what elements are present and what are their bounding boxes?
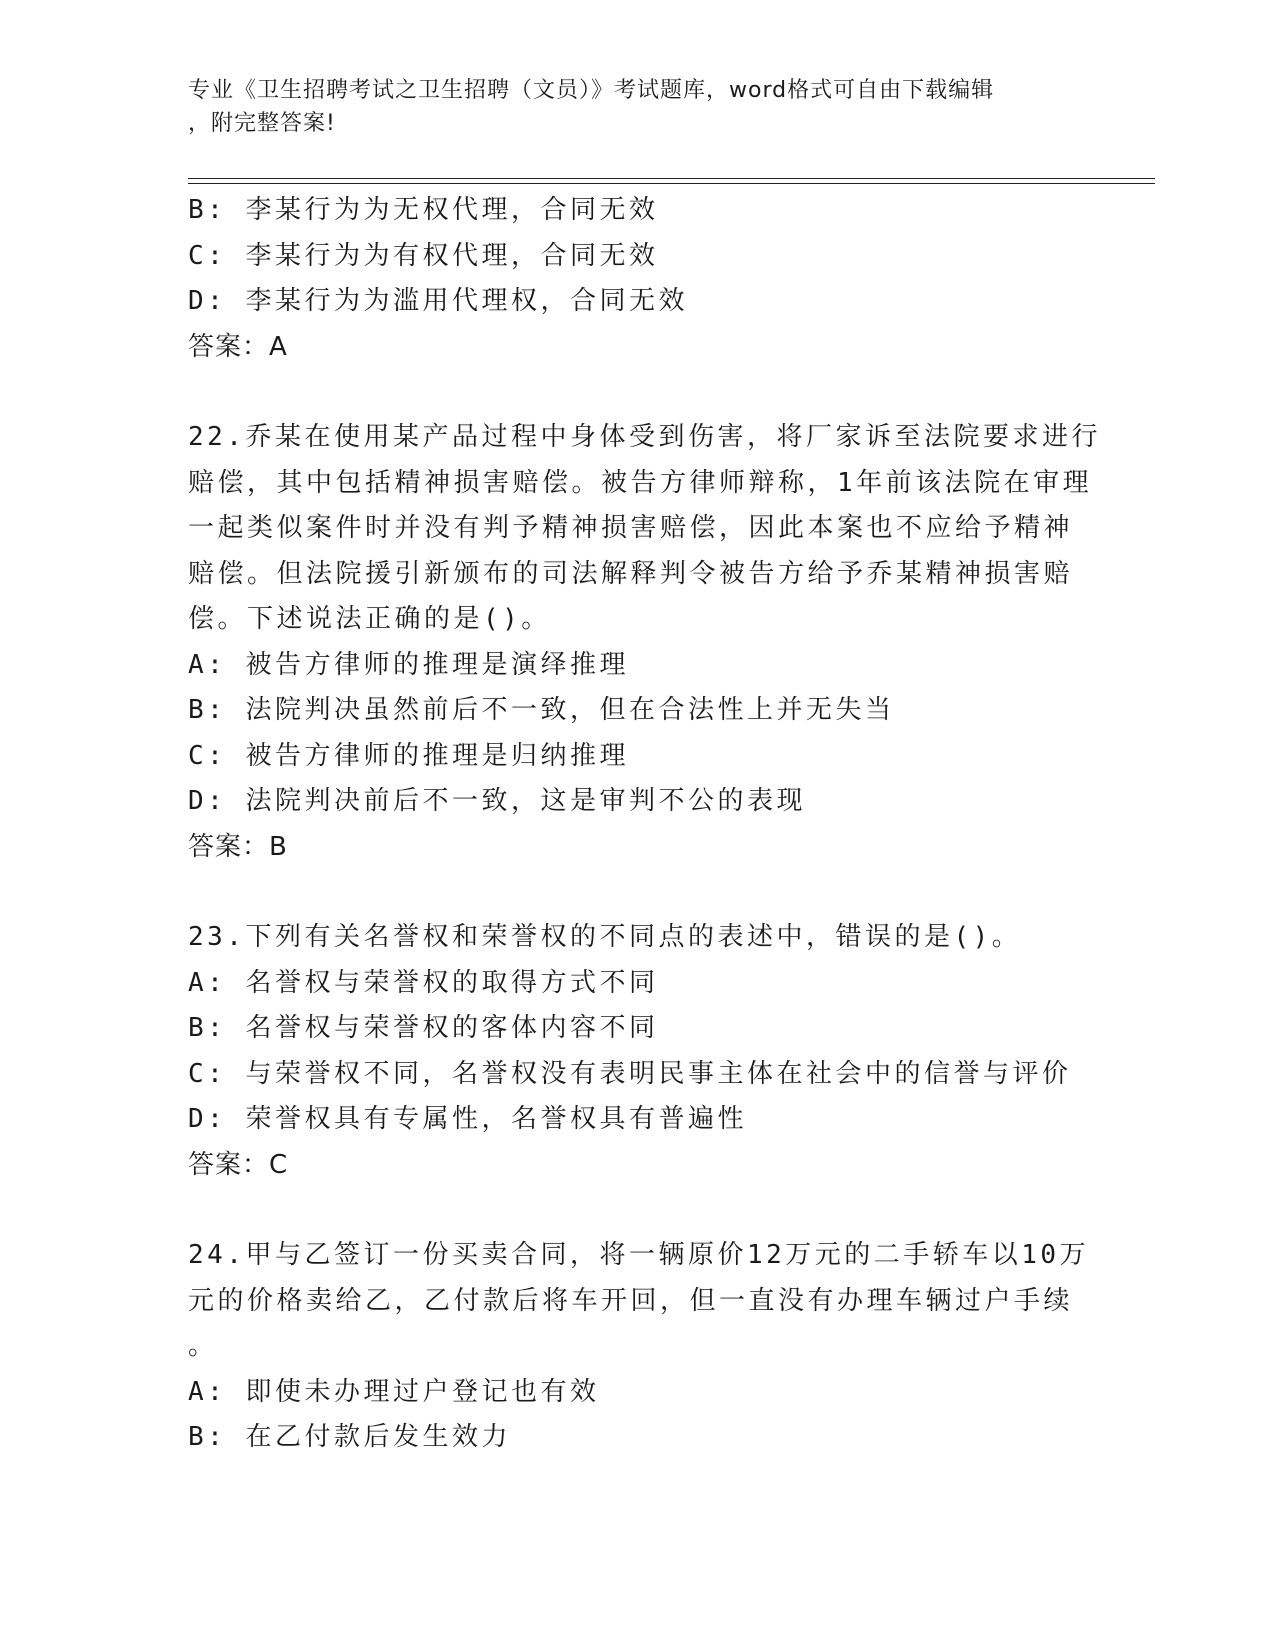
option-c: C: 李某行为为有权代理，合同无效 — [188, 240, 659, 271]
option-c: C: 与荣誉权不同，名誉权没有表明民事主体在社会中的信誉与评价 — [188, 1058, 1072, 1089]
question-text-line: 偿。下述说法正确的是()。 — [188, 604, 551, 634]
spacer — [188, 370, 1088, 415]
question-23 — [188, 915, 1088, 1188]
document-header — [188, 74, 1088, 140]
option-b: B: 在乙付款后发生效力 — [188, 1422, 511, 1452]
header-rule-bottom — [188, 183, 1155, 184]
question-text-line: 一起类似案件时并没有判予精神损害赔偿，因此本案也不应给予精神 — [188, 513, 1074, 543]
option-d: D: 法院判决前后不一致，这是审判不公的表现 — [188, 786, 806, 816]
header-line-2: ，附完整答案! — [188, 111, 336, 136]
spacer — [188, 1188, 1088, 1233]
question-text-line: 赔偿。但法院援引新颁布的司法解释判令被告方给予乔某精神损害赔 — [188, 558, 1074, 589]
question-24 — [188, 1233, 1088, 1461]
question-text-line: 赔偿，其中包括精神损害赔偿。被告方律师辩称，1年前该法院在审理 — [188, 467, 1093, 498]
question-text-line: 22.乔某在使用某产品过程中身体受到伤害，将厂家诉至法院要求进行 — [188, 422, 1101, 452]
header-line-1: 专业《卫生招聘考试之卫生招聘（文员）》考试题库，word格式可自由下载编辑 — [188, 78, 995, 103]
question-text-line: 23.下列有关名誉权和荣誉权的不同点的表述中，错误的是()。 — [188, 922, 1022, 952]
option-a: A: 被告方律师的推理是演绎推理 — [188, 649, 629, 680]
option-b: B: 李某行为为无权代理，合同无效 — [188, 195, 659, 225]
option-a: A: 即使未办理过户登记也有效 — [188, 1376, 600, 1407]
question-list — [188, 188, 1101, 1461]
prev-question — [188, 188, 1088, 370]
header-rule-top — [188, 178, 1155, 179]
answer: 答案：B — [188, 831, 288, 862]
question-text-line: 。 — [188, 1331, 218, 1361]
question-text-line: 24.甲与乙签订一份买卖合同，将一辆原价12万元的二手轿车以10万 — [188, 1240, 1090, 1270]
option-b: B: 名誉权与荣誉权的客体内容不同 — [188, 1013, 659, 1043]
question-22 — [188, 415, 1101, 870]
option-d: D: 李某行为为滥用代理权，合同无效 — [188, 286, 688, 316]
option-c: C: 被告方律师的推理是归纳推理 — [188, 740, 629, 771]
option-b: B: 法院判决虽然前后不一致，但在合法性上并无失当 — [188, 695, 895, 725]
option-d: D: 荣誉权具有专属性，名誉权具有普遍性 — [188, 1104, 747, 1134]
option-a: A: 名誉权与荣誉权的取得方式不同 — [188, 967, 659, 998]
question-text-line: 元的价格卖给乙，乙付款后将车开回，但一直没有办理车辆过户手续 — [188, 1285, 1074, 1316]
answer: 答案：A — [188, 331, 288, 362]
spacer — [188, 870, 1088, 915]
answer: 答案：C — [188, 1149, 289, 1180]
